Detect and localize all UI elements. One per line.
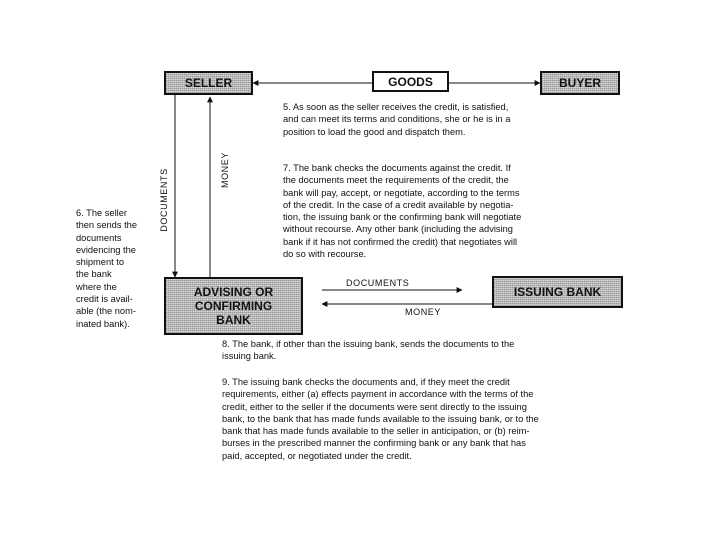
documents-vertical-label: DOCUMENTS <box>159 168 169 232</box>
money-horizontal-label: MONEY <box>405 307 442 317</box>
step-9-text: 9. The issuing bank checks the documents and, if they meet the credit requirements, either (a) effects payment in accordance with the terms of the credit, either to the seller if the documents were sent directly to the issuing bank, to the bank that has made funds available to the issuing bank, or to the bank that has made funds available to the seller in anticipation, or (b) reim- burses in the prescribed manner the confirming bank or any bank that has paid, accepted, or negotiated under the credit. <box>222 377 539 461</box>
advising-label-line3: BANK <box>216 313 251 327</box>
money-vertical-label: MONEY <box>220 152 230 189</box>
goods-label: GOODS <box>388 74 433 89</box>
step-8-text: 8. The bank, if other than the issuing bank, sends the documents to the issuing bank. <box>222 339 515 362</box>
goods-box <box>372 71 449 92</box>
seller-box <box>164 71 253 95</box>
issuing-bank-box <box>492 276 623 308</box>
documents-horizontal-label: DOCUMENTS <box>346 278 410 288</box>
buyer-box <box>540 71 620 95</box>
seller-label: SELLER <box>184 76 233 90</box>
advising-bank-box <box>164 277 303 335</box>
issuing-label: ISSUING BANK <box>513 285 602 299</box>
step-7-text: 7. The bank checks the documents against the credit. If the documents meet the requirements of the credit, the bank will pay, accept, or negotiate, according to the terms of the credit. In the case of a credit available by negotia- tion, the issuing bank or the confirming bank will negotiate without recourse. Any other bank (including the advising bank if it has not confirmed the credit) that negotiates will do so with recourse. <box>283 163 522 260</box>
step-6-text: 6. The seller then sends the documents evidencing the shipment to the bank where the credit is avail- able (the nom- inated bank). <box>76 208 137 329</box>
buyer-label: BUYER <box>558 76 601 90</box>
step-5-text: 5. As soon as the seller receives the credit, is satisfied, and can meet its terms and conditions, she or he is in a position to load the good and dispatch them. <box>283 102 511 137</box>
advising-label-line1: ADVISING OR <box>193 285 274 299</box>
advising-label-line2: CONFIRMING <box>194 299 273 313</box>
